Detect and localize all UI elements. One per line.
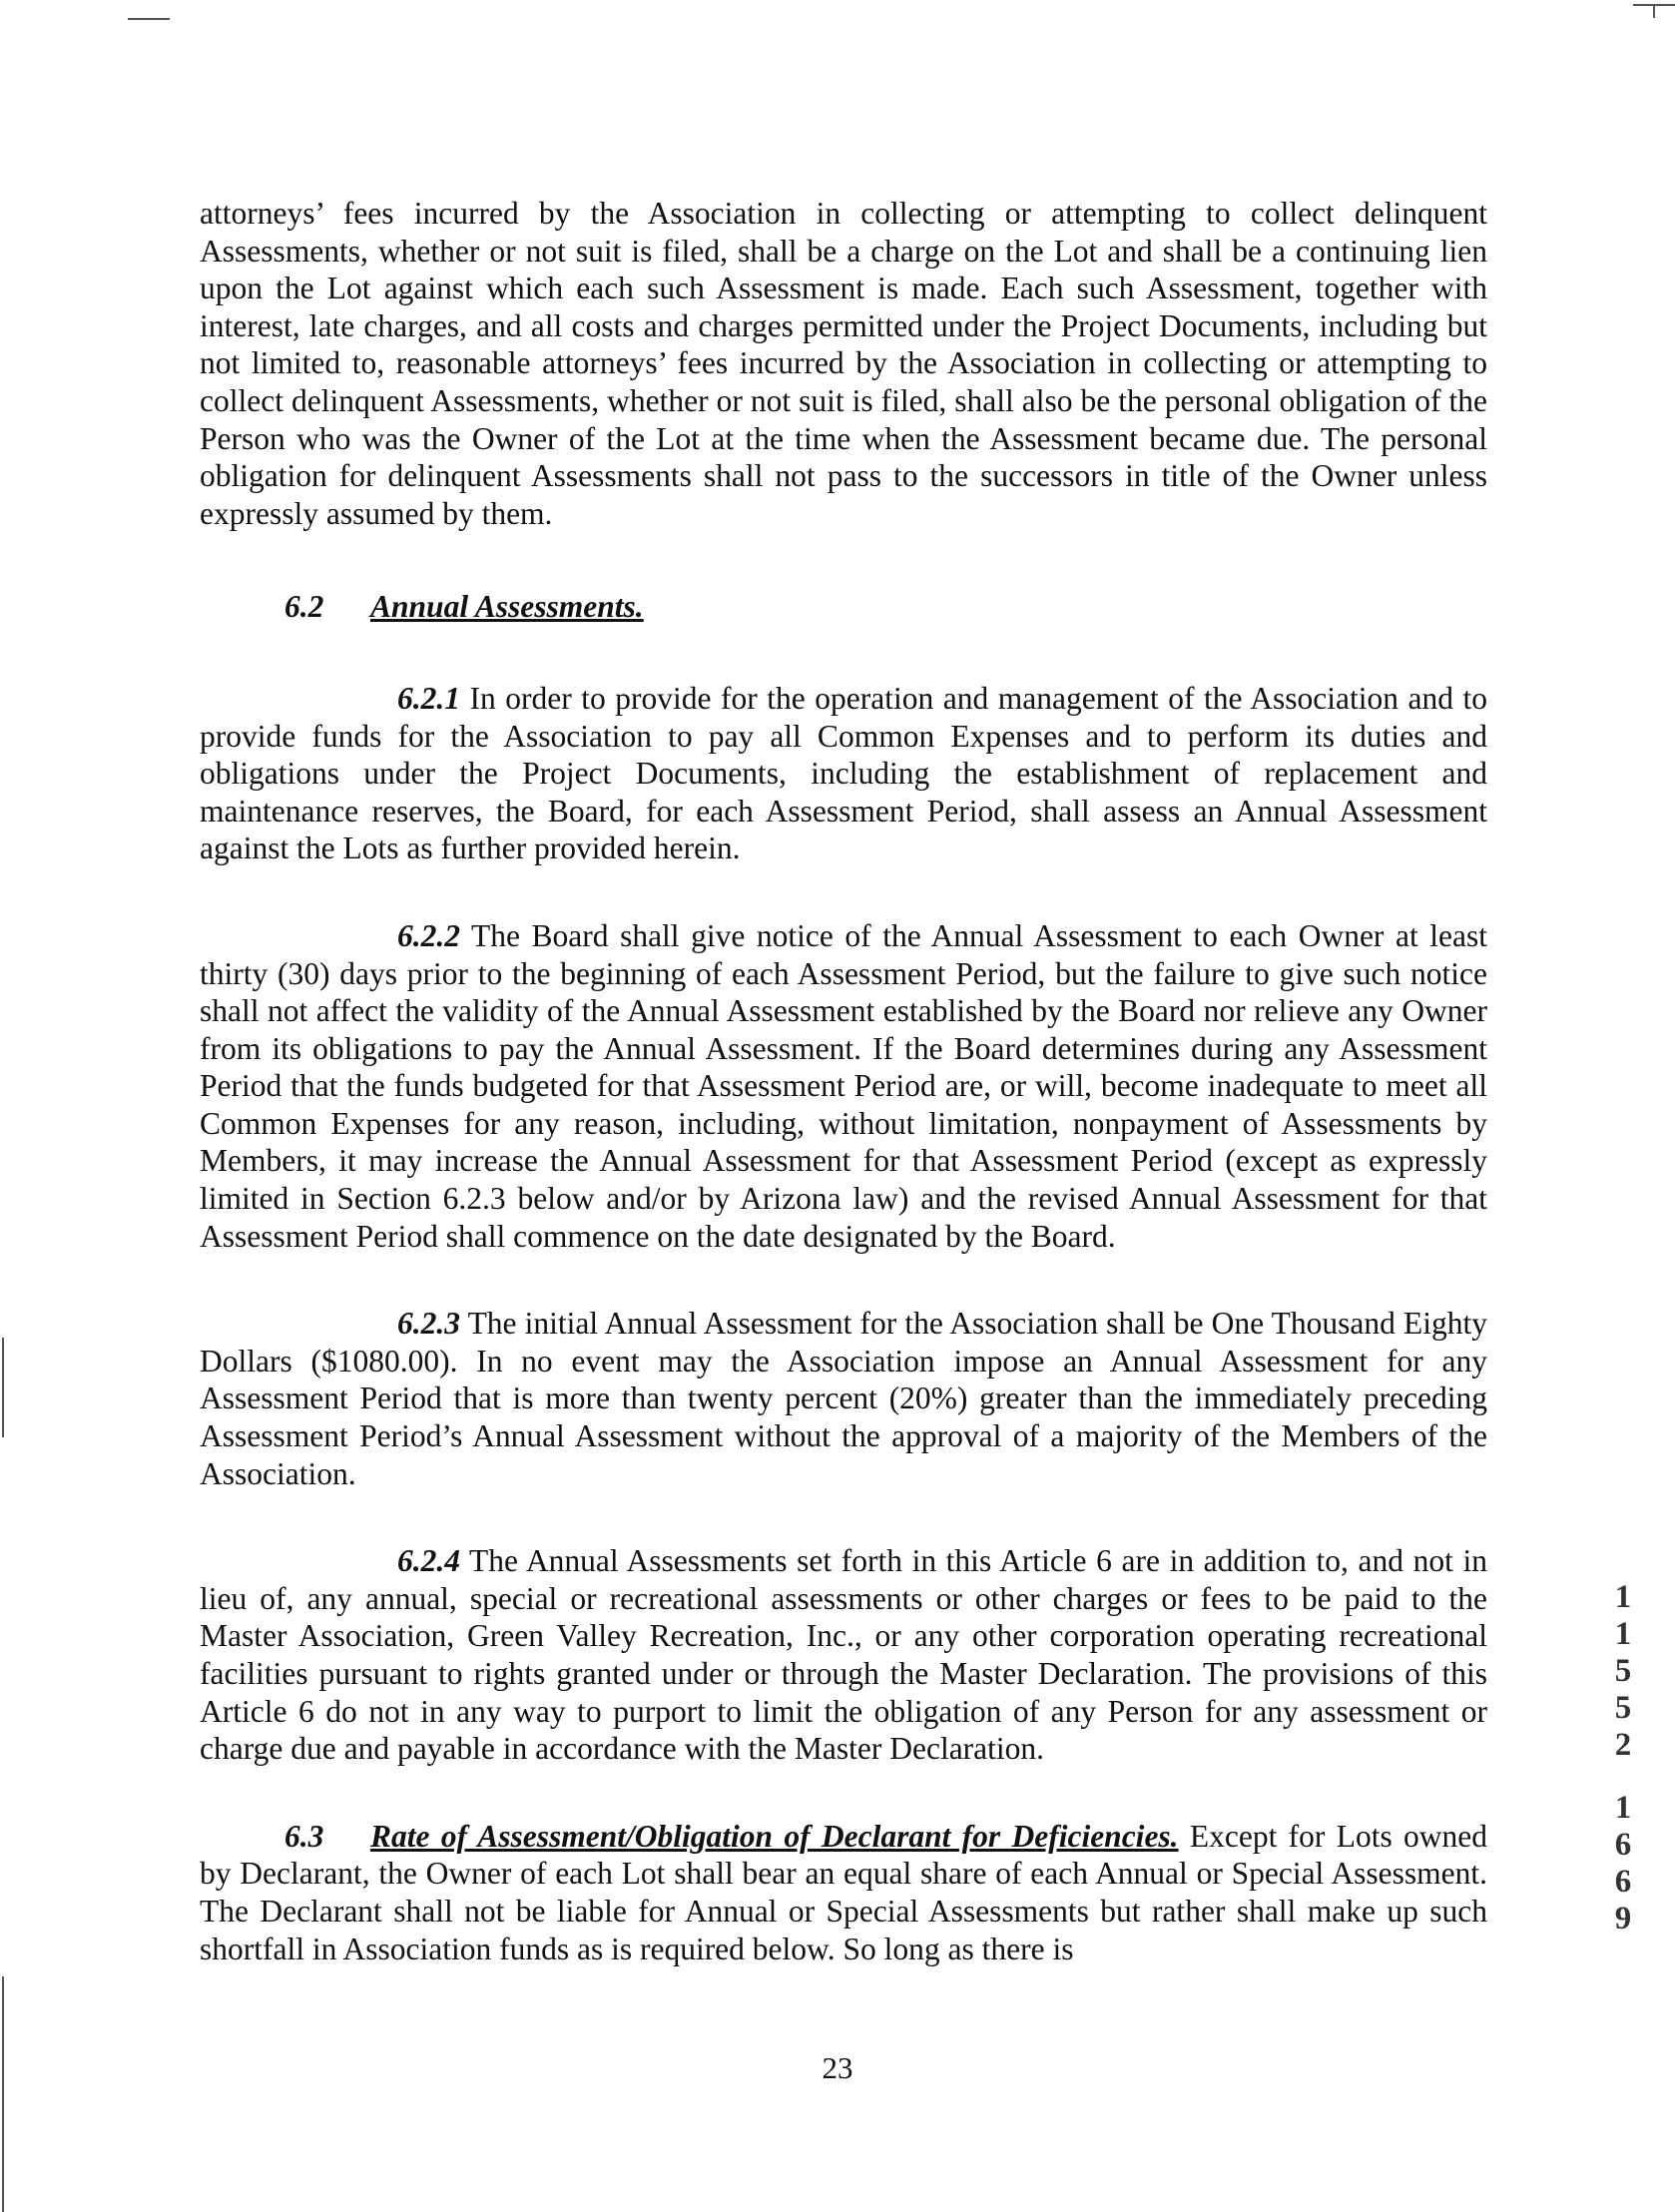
scan-mark-left-edge: [2, 1338, 4, 1437]
stamp-digit: 9: [1614, 1901, 1632, 1936]
subsection-6-2-1: [200, 680, 1487, 867]
subsection-text: In order to provide for the operation and management of the Association and to provide funds for the Association to pay all Common Expenses and to perform its duties and obligations under the Project Documents, including the establishment of replacement and maintenance reserves, the Board, for each Assessment Period, shall assess an Annual Assessment against the Lots as further provided herein.: [200, 680, 1487, 866]
subsection-text: The Board shall give notice of the Annual Assessment to each Owner at least thirty (30) days prior to the beginning of each Assessment Period, but the failure to give such notice shall not affect the validity of the Annual Assessment established by the Board nor relieve any Owner from its obligations to pay the Annual Assessment. If the Board determines during any Assessment Period that the funds budgeted for that Assessment Period are, or will, become inadequate to meet all Common Expenses for any reason, including, without limitation, nonpayment of Assessments by Members, it may increase the Annual Assessment for that Assessment Period (except as expressly limited in Section 6.2.3 below and/or by Arizona law) and the revised Annual Assessment for that Assessment Period shall commence on the date designated by the Board.: [200, 917, 1487, 1254]
subsection-6-2-3: [200, 1305, 1487, 1492]
scan-mark-top-left: [128, 18, 170, 20]
stamp-digit: 6: [1614, 1864, 1632, 1900]
section-6-2-number: 6.2: [284, 589, 324, 625]
section-6-2-heading: [200, 588, 1487, 626]
stamp-digit: 1: [1614, 1616, 1632, 1652]
section-6-3-text: Except for Lots owned by Declarant, the Owner of each Lot shall bear an equal share of each Annual or Special Assessment. The Declarant shall not be liable for Annual or Special Assessments but rather shall make up such shortfall in Association funds as is required below. So long as there is: [200, 1818, 1488, 1966]
scan-mark-left-edge-lower: [2, 1976, 4, 2212]
subsection-number: 6.2.3: [397, 1306, 460, 1342]
opening-paragraph: attorneys’ fees incurred by the Association in collecting or attempting to collect delinquent Assessments, whether or not suit is filed, shall be a charge on the Lot and shall be a continuing lien upon the Lot against which each such Assessment is made. Each such Assessment, together with interest, late charges, and all costs and charges permitted under the Project Documents, including but not limited to, reasonable attorneys’ fees incurred by the Association in collecting or attempting to collect delinquent Assessments, whether or not suit is filed, shall also be the personal obligation of the Person who was the Owner of the Lot at the time when the Assessment became due. The personal obligation for delinquent Assessments shall not pass to the successors in title of the Owner unless expressly assumed by them.: [200, 196, 1487, 531]
subsection-6-2-4: [200, 1542, 1487, 1768]
stamp-digit: 2: [1614, 1727, 1632, 1763]
stamp-digit: 6: [1614, 1827, 1632, 1863]
recording-stamp: [1605, 1579, 1641, 1937]
subsection-number: 6.2.1: [397, 680, 460, 716]
subsection-text: The Annual Assessments set forth in this Article 6 are in addition to, and not in lieu of, any annual, special or recreational assessments or other charges or fees to be paid to the Master Association, Green Valley Recreation, Inc., or any other corporation operating recreational facilities pursuant to rights granted under or through the Master Declaration. The provisions of this Article 6 do not in any way to purport to limit the obligation of any Person for any assessment or charge due and payable in accordance with the Master Declaration.: [200, 1543, 1487, 1767]
subsection-text: The initial Annual Assessment for the Association shall be One Thousand Eighty Dollars ($1080.00). In no event may the Association impose an Annual Assessment for any Assessment Period that is more than twenty percent (20%) greater than the immediately preceding Assessment Period’s Annual Assessment without the approval of a majority of the Members of the Association.: [200, 1306, 1487, 1491]
section-6-3-number: 6.3: [284, 1818, 324, 1854]
stamp-digit: 1: [1614, 1579, 1632, 1615]
stamp-digit: 5: [1614, 1690, 1632, 1726]
document-body: [200, 195, 1487, 1967]
page-number: 23: [822, 2050, 853, 2085]
subsection-6-2-2: [200, 917, 1487, 1255]
subsection-number: 6.2.4: [397, 1543, 460, 1579]
section-6-2-title: Annual Assessments.: [370, 589, 644, 625]
scan-mark-top-right-tick: [1653, 6, 1655, 18]
subsection-number: 6.2.2: [397, 917, 460, 953]
section-6-3-title: Rate of Assessment/Obligation of Declarant for Deficiencies.: [370, 1818, 1179, 1854]
section-6-3: [200, 1818, 1487, 1967]
stamp-digit: 5: [1614, 1653, 1632, 1689]
stamp-digit: 1: [1614, 1790, 1632, 1826]
